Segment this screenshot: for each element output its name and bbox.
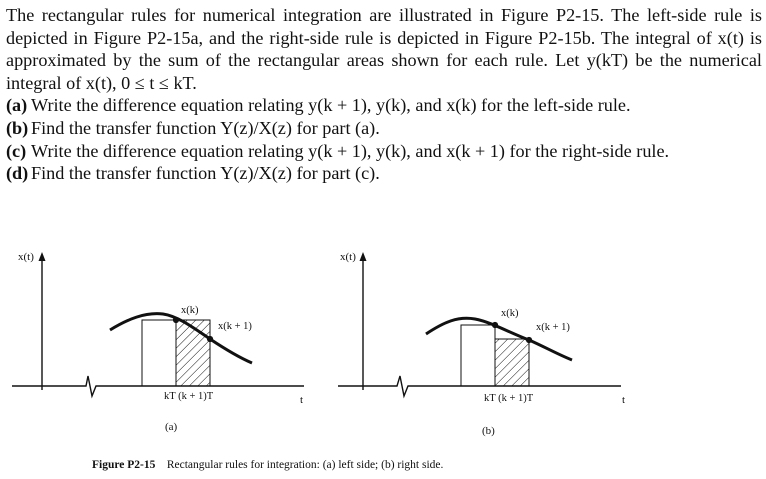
problem-text xyxy=(6,4,762,185)
y-axis-label: x(t) xyxy=(340,251,356,263)
item-text: Write the difference equation relating y(k + 1), y(k), and x(k) for the left-side rule. xyxy=(31,95,631,116)
figure-caption xyxy=(92,458,443,472)
sample-point-k1 xyxy=(526,337,532,343)
item-label: (a) xyxy=(6,95,28,116)
caption-spacer xyxy=(158,459,164,471)
sample-point-k xyxy=(173,317,179,323)
point-label-xk1: x(k + 1) xyxy=(218,321,252,332)
left-rectangle xyxy=(142,320,176,386)
item-label: (c) xyxy=(6,140,27,161)
item-text: Find the transfer function Y(z)/X(z) for part (a). xyxy=(31,117,380,138)
caption-text: Rectangular rules for integration: (a) left side; (b) right side. xyxy=(166,459,444,471)
item-text: Find the transfer function Y(z)/X(z) for part (c). xyxy=(31,163,380,184)
figure-panel-a xyxy=(12,251,304,433)
y-axis-arrow-icon xyxy=(39,252,46,261)
tick-labels: kT (k + 1)T xyxy=(484,393,534,404)
hatched-right-rectangle xyxy=(495,339,529,386)
panel-label-a: (a) xyxy=(165,421,178,433)
item-label: (d) xyxy=(6,163,29,184)
problem-item-d xyxy=(6,162,762,185)
problem-item-a xyxy=(6,94,762,117)
y-axis-arrow-icon xyxy=(360,252,367,261)
figure-panel-b xyxy=(338,251,625,437)
problem-item-b xyxy=(6,117,762,140)
panel-label-b: (b) xyxy=(482,425,495,437)
point-label-xk: x(k) xyxy=(501,308,519,319)
tick-labels: kT (k + 1)T xyxy=(164,391,214,402)
sample-point-k1 xyxy=(207,336,213,342)
problem-item-c xyxy=(6,140,762,163)
axis-label-t: t xyxy=(622,394,626,406)
point-label-xk: x(k) xyxy=(181,305,199,316)
hatched-left-rectangle xyxy=(176,320,210,386)
point-label-xk1: x(k + 1) xyxy=(536,322,570,333)
item-label: (b) xyxy=(6,117,29,138)
figure-number: Figure P2-15 xyxy=(92,459,156,471)
problem-intro: The rectangular rules for numerical integration are illustrated in Figure P2-15. The left-side rule is depicted in Figure P2-15a, and the right-side rule is depicted in Figure P2-15b. The integral of x(t) is approximated by the sum of the rectangular areas shown for each rule. Let y(kT) be the numerical integral of x(t), 0 ≤ t ≤ kT. xyxy=(6,5,762,93)
y-axis-label: x(t) xyxy=(18,251,34,263)
axis-label-t: t xyxy=(300,394,304,406)
figure-p2-15 xyxy=(0,244,766,444)
left-rectangle xyxy=(461,325,495,386)
sample-point-k xyxy=(492,322,498,328)
item-text: Write the difference equation relating y(k + 1), y(k), and x(k + 1) for the right-side rule. xyxy=(31,140,670,161)
